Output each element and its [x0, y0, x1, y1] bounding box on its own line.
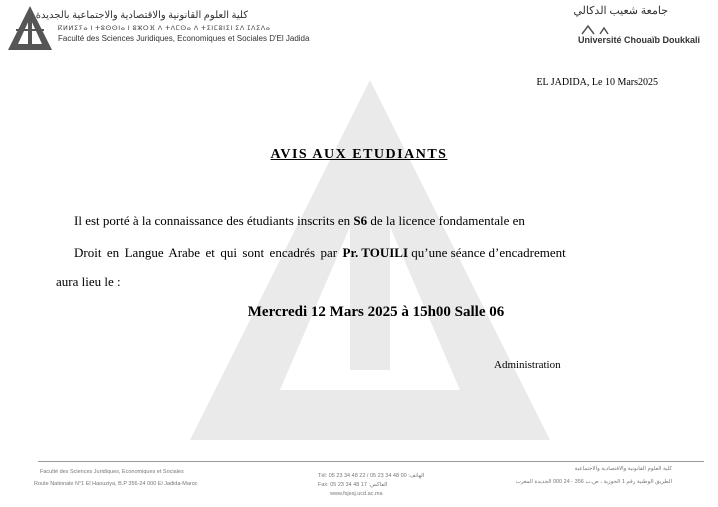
university-name-french: Université Chouaïb Doukkali: [578, 35, 701, 45]
p1-text-before: Il est porté à la connaissance des étudiants inscrits en: [74, 213, 354, 228]
notice-title-text: AVIS AUX ETUDIANTS: [270, 147, 448, 162]
footer-fax: Fax: 05 23 34 48 17 :الفاكس: [318, 482, 388, 488]
session-datetime: Mercredi 12 Mars 2025 à 15h00 Salle 06: [247, 304, 505, 320]
signature: Administration: [494, 359, 561, 371]
footer-right-line1: كلية العلوم القانونية والاقتصادية والاجتماعية: [574, 466, 672, 472]
faculty-name-arabic: كلية العلوم القانونية والاقتصادية والاجتماعية بالجديدة: [35, 10, 248, 21]
footer-left-line2: Route Nationale N°1 El Haouziya, B.P 356-24 000 El Jadida-Maroc: [34, 481, 198, 487]
footer-left-line1: Faculté des Sciences Juridiques, Economiques et Sociales: [40, 469, 184, 475]
p2-text-before: Droit en Langue Arabe et qui sont encadrés par: [74, 245, 343, 260]
date-line: EL JADIDA, Le 10 Mars2025: [536, 77, 658, 88]
paragraph-line-1: [74, 213, 525, 229]
p1-text-after: de la licence fondamentale en: [367, 213, 525, 228]
footer-divider: [38, 461, 704, 462]
paragraph-line-3: aura lieu le :: [56, 274, 121, 289]
notice-title: [0, 147, 718, 163]
footer-website-link[interactable]: www.fsjesj.ucd.ac.ma: [330, 491, 383, 497]
p2-text-after: qu’une séance d’encadrement: [408, 245, 566, 260]
faculty-name-amazigh: ⴽⵍⵍⵉⵢⴰ ⵏ ⵜⵓⵙⵙⵏⴰ ⵏ ⵓⵣⵔⴼ ⴷ ⵜⴷⵎⵙⴰ ⴷ ⵜⵉⵏⵎⵓⵏⵉⵏ ⵉⴷ ⵊⴷⵉⴷⴰ: [58, 25, 271, 32]
paragraph-line-2: [74, 245, 658, 261]
semester-label: S6: [353, 213, 368, 228]
footer-phone: Tél: 05 23 34 48 22 / 05 23 34 48 00 :الهاتف: [318, 473, 425, 479]
professor-name: Pr. TOUILI: [342, 245, 409, 260]
footer-right-line2: الطريق الوطنية رقم 1 الحوزية ، ص.ب 356 - 24 000 الجديدة المغرب: [515, 479, 672, 485]
faculty-name-french: Faculté des Sciences Juridiques, Economiques et Sociales D'El Jadida: [58, 34, 310, 43]
university-name-arabic: جامعة شعيب الدكالي: [573, 5, 668, 17]
